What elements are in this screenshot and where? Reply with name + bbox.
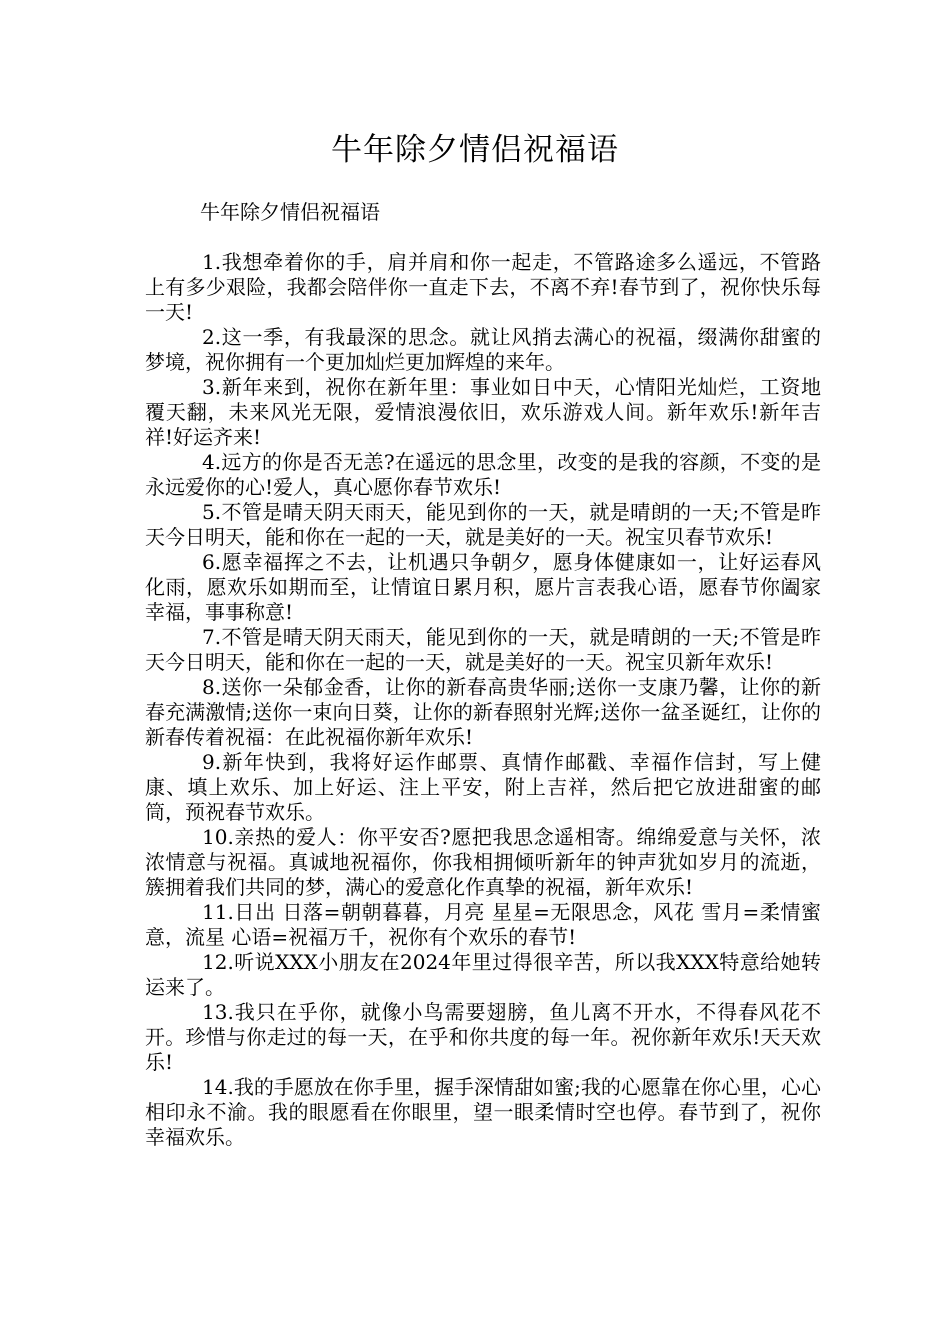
paragraph-12: 12.听说XXX小朋友在2024年里过得很辛苦，所以我XXX特意给她转运来了。 (145, 950, 821, 999)
paragraph-2: 2.这一季，有我最深的思念。就让风捎去满心的祝福，缀满你甜蜜的梦境，祝你拥有一个更加灿烂更加辉煌的来年。 (145, 325, 821, 374)
paragraph-14: 14.我的手愿放在你手里，握手深情甜如蜜;我的心愿靠在你心里，心心相印永不渝。我的眼愿看在你眼里，望一眼柔情时空也停。春节到了，祝你幸福欢乐。 (145, 1075, 821, 1149)
paragraph-9: 9.新年快到，我将好运作邮票、真情作邮戳、幸福作信封，写上健康、填上欢乐、加上好运、注上平安，附上吉祥，然后把它放进甜蜜的邮筒，预祝春节欢乐。 (145, 750, 821, 824)
document-title: 牛年除夕情侣祝福语 (331, 132, 619, 168)
paragraph-8: 8.送你一朵郁金香，让你的新春高贵华丽;送你一支康乃馨，让你的新春充满激情;送你一束向日葵，让你的新春照射光辉;送你一盆圣诞红，让你的新春传着祝福：在此祝福你新年欢乐! (145, 675, 821, 749)
paragraph-10: 10.亲热的爱人：你平安否?愿把我思念遥相寄。绵绵爱意与关怀，浓浓情意与祝福。真诚地祝福你，你我相拥倾听新年的钟声犹如岁月的流逝，簇拥着我们共同的梦，满心的爱意化作真挚的祝福，新年欢乐! (145, 825, 821, 899)
paragraph-1: 1.我想牵着你的手，肩并肩和你一起走，不管路途多么遥远，不管路上有多少艰险，我都会陪伴你一直走下去，不离不弃!春节到了，祝你快乐每一天! (145, 250, 821, 324)
paragraph-11: 11.日出 日落=朝朝暮暮，月亮 星星=无限思念，风花 雪月=柔情蜜意，流星 心语=祝福万千，祝你有个欢乐的春节! (145, 900, 821, 949)
document-body (145, 250, 821, 1150)
paragraph-5: 5.不管是晴天阴天雨天，能见到你的一天，就是晴朗的一天;不管是昨天今日明天，能和你在一起的一天，就是美好的一天。祝宝贝春节欢乐! (145, 500, 821, 549)
paragraph-7: 7.不管是晴天阴天雨天，能见到你的一天，就是晴朗的一天;不管是昨天今日明天，能和你在一起的一天，就是美好的一天。祝宝贝新年欢乐! (145, 625, 821, 674)
paragraph-6: 6.愿幸福挥之不去，让机遇只争朝夕，愿身体健康如一，让好运春风化雨，愿欢乐如期而至，让情谊日累月积，愿片言表我心语，愿春节你阖家幸福，事事称意! (145, 550, 821, 624)
paragraph-13: 13.我只在乎你，就像小鸟需要翅膀，鱼儿离不开水，不得春风花不开。珍惜与你走过的每一天，在乎和你共度的每一年。祝你新年欢乐!天天欢乐! (145, 1000, 821, 1074)
paragraph-3: 3.新年来到，祝你在新年里：事业如日中天，心情阳光灿烂，工资地覆天翻，未来风光无限，爱情浪漫依旧，欢乐游戏人间。新年欢乐!新年吉祥!好运齐来! (145, 375, 821, 449)
paragraph-4: 4.远方的你是否无恙?在遥远的思念里，改变的是我的容颜，不变的是永远爱你的心!爱人，真心愿你春节欢乐! (145, 450, 821, 499)
document-subtitle: 牛年除夕情侣祝福语 (200, 200, 380, 224)
